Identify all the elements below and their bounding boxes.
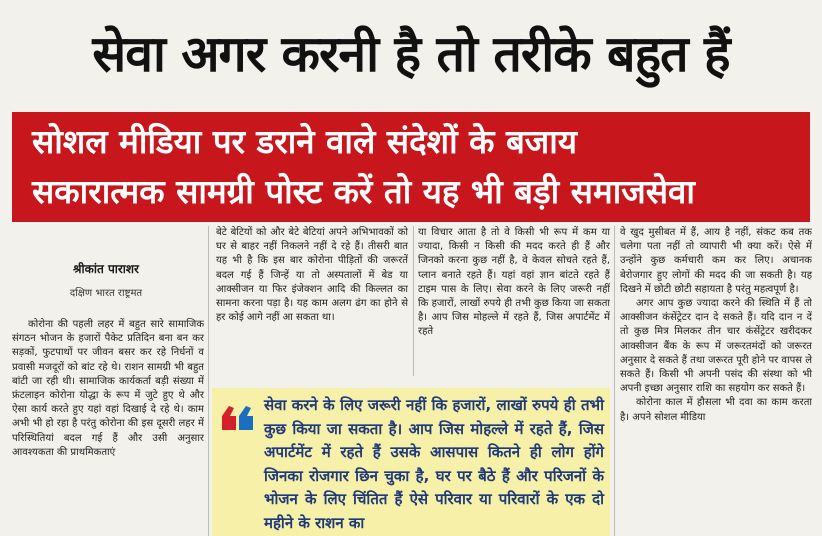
quote-mark-icon xyxy=(220,402,256,432)
banner-line-1: सोशल मीडिया पर डराने वाले संदेशों के बजाय xyxy=(32,122,577,161)
paragraph: बेटे बेटियों को और बेटे बेटियां अपने अभिभावकों को घर से बाहर नहीं निकलने नहीं दे रहे हैं। तीसरी बात यह भी है कि इस बार कोरोना पीड़ितों की जरूरतें बदल गई हैं जिन्हें या तो अस्पतालों में बेड या आक्सीजन या फिर इंजेक्शन आदि की किल्लत का सामना करना पड़ा है। यह काम अलग ढंग का होने से हर कोई आगे नहीं आ सकता था। xyxy=(216,227,408,324)
paragraph: वे खुद मुसीबत में हैं, आय है नहीं, संकट कब तक चलेगा पता नहीं तो व्यापारी भी क्या करें। ऐसे में उन्होंने कुछ कर्मचारी कम कर लिए। अचानक बेरोजगार हुए लोगों की मदद की जा सकती है। यह दिखने में छोटी छोटी सहायता है परंतु महत्वपूर्ण है। xyxy=(620,227,812,295)
article-column-1 xyxy=(12,318,204,536)
paragraph: अगर आप कुछ ज्यादा करने की स्थिति में हैं तो आक्सीजन कंसेंट्रेटर दान दे सकते हैं। यदि दान न दें तो कुछ मित्र मिलकर तीन चार कंसेंट्रेटर खरीदकर आक्सीजन बैंक के रूप में जरूरतमंदों को जरूरत अनुसार दे सकते हैं तथा जरूरत पूरी होने पर वापस ले सकते हैं। किसी भी अपनी पसंद की संस्था को भी अपनी इच्छा अनुसार राशि का सहयोग कर सकते हैं। xyxy=(620,298,812,395)
banner-line-2: सकारात्मक सामग्री पोस्ट करें तो यह भी बड़ी समाजसेवा xyxy=(32,172,695,211)
paragraph: या विचार आता है तो वे किसी भी रूप में कम या ज्यादा, किसी न किसी की मदद करते ही हैं और जिनको करना कुछ नहीं है, वे केवल सोचते रहते हैं, प्लान बनाते रहते हैं। यहां वहां ज्ञान बांटते रहते हैं टाइम पास के लिए। सेवा करने के लिए जरूरी नहीं कि हजारों, लाखों रुपये ही तभी कुछ किया जा सकता है। आप जिस मोहल्ले में रहते हैं, जिस अपार्टमेंट में रहते xyxy=(418,227,610,338)
article-column-4 xyxy=(620,226,812,536)
paragraph: कोरोना काल में हौसला भी दवा का काम करता है। अपने सोशल मीडिया xyxy=(620,397,812,423)
pull-quote-box xyxy=(212,388,610,536)
subheadline-banner xyxy=(12,112,810,222)
publication-name: दक्षिण भारत राष्ट्रमत xyxy=(69,288,143,299)
author-name: श्रीकांत पाराशर xyxy=(73,262,139,276)
main-headline: सेवा अगर करनी है तो तरीके बहुत हैं xyxy=(92,25,730,83)
column-divider xyxy=(614,226,615,536)
article-column-3 xyxy=(418,226,610,374)
paragraph: कोरोना की पहली लहर में बहुत सारे सामाजिक संगठन भोजन के हजारों पैकेट प्रतिदिन बना बन कर सड़कों, फुटपाथों पर जीवन बसर कर रहे निर्धनों व प्रवासी मजदूरों को बांट रहे थे। राशन सामग्री भी बहुत बांटी जा रही थी। सामाजिक कार्यकर्ता बड़ी संख्या में फ्रंटलाइन कोरोना योद्धा के रूप में जुटे हुए थे और ऐसा कार्य करते हुए यहां वहां दिखाई दे रहे थे। काम अभी भी हो रहा है परंतु कोरोना की इस दूसरी लहर में परिस्थितियां बदल गई हैं और उसी अनुसार आवश्यकता की प्राथमिकताएं xyxy=(12,319,204,458)
article-column-2 xyxy=(216,226,408,374)
pull-quote-text: सेवा करने के लिए जरूरी नहीं कि हजारों, लाखों रुपये ही तभी कुछ किया जा सकता है। आप जिस मोहल्ले में रहते हैं, जिस अपार्टमेंट में रहते हैं उसके आसपास कितने ही लोग होंगे जिनका रोजगार छिन चुका है, घर पर बैठे हैं और परिजनों के भोजन के लिए चिंतित हैं ऐसे परिवार या परिवारों के एक दो महीने के राशन का xyxy=(264,396,604,532)
column-divider xyxy=(208,226,209,536)
column-divider xyxy=(413,226,414,376)
byline xyxy=(14,234,198,314)
